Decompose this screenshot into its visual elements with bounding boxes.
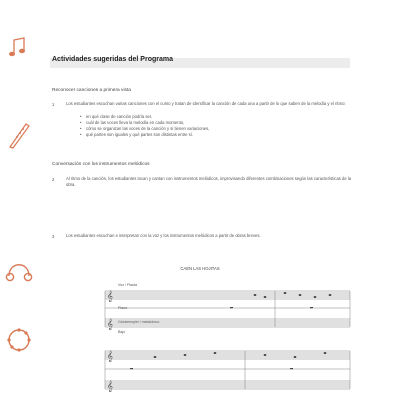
recorder-flute-icon [4,120,34,150]
section-heading: Conversación con los instrumentos melódicos [52,162,150,167]
music-note-icon [4,32,34,62]
svg-text:𝄞: 𝄞 [107,291,113,302]
staff-label: Bajo [118,330,126,334]
item-text: Al ritmo de la canción, los estudiantes tocan y cantan con instrumentos melódicos, improvisando diferentes combinaciones según las características de la obra. [66,176,352,187]
svg-text:𝄞: 𝄞 [107,351,113,362]
list-item: • cuál de las voces lleva la melodía en cada momento, [80,120,209,126]
item-text: Los estudiantes escuchan varias canciones con el curso y tratan de identificar la canción de cada una a partir de lo que saben de la melodía y el ritmo: [66,101,346,106]
page-title: Actividades sugeridas del Programa [52,56,173,63]
staff-label: Voz / Flauta [118,283,137,287]
decorative-sidebar [0,0,40,400]
item-number: 1 [52,102,55,107]
list-item: • qué partes son iguales y qué partes son distintas entre sí. [80,132,209,138]
bullet-list [80,114,209,138]
list-item: • cómo se organizan las voces de la canción y si tienen variaciones, [80,126,209,132]
headphones-icon [4,256,34,286]
score-title: CAEN LAS HOJITAS [180,266,220,271]
item-text: Los estudiantes escuchan e interpretan con la voz y los instrumentos melódicos a partir de obras breves. [66,233,261,238]
item-number: 2 [52,177,55,182]
section-heading: Reconocer canciones a primera vista [52,88,131,93]
music-score [95,283,355,400]
item-number: 3 [52,234,55,239]
svg-text:𝄞: 𝄞 [107,381,113,392]
staff-label: Glockenspiel / metalófono [118,320,160,324]
tambourine-icon [4,325,34,355]
svg-text:𝄞: 𝄞 [107,319,113,330]
staff-label: Piano [118,306,128,310]
list-item: • en qué clase de canción podría ser, [80,114,209,120]
